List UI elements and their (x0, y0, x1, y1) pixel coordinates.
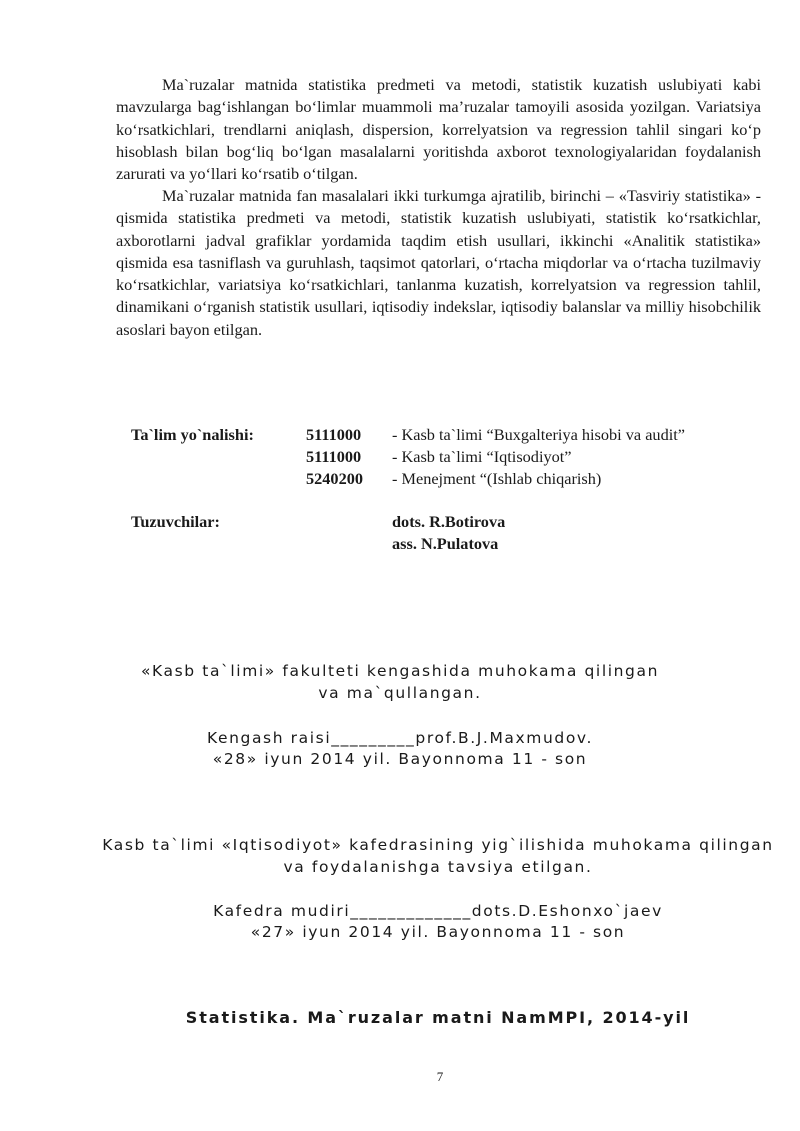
faculty-approval-line-2: va ma`qullangan. (318, 684, 482, 702)
author-name-2: ass. N.Pulatova (392, 534, 499, 553)
intro-paragraph-2 (116, 185, 761, 341)
intro-paragraph-2-text: Ma`ruzalar matnida fan masalalari ikki turkumga ajratilib, birinchi – «Tasviriy statistika» - qismida statistika predmeti va metodi, statistik kuzatish uslubiyati, statistik ko‘rsatkichlar, axborotlarni jadval grafiklar yordamida taqdim etish usullari, ikkinchi «Analitik statistika» qismida esa tasniflash va guruhlash, taqsimot qatorlari, o‘rtacha miqdorlar va o‘rtacha tuzilmaviy ko‘rsatkichlar, variatsiya ko‘rsatkichlari, tanlanma kuzatish, korrelyatsion va regression tahlil, dinamikani o‘rganish statistik usullari, iqtisodiy indekslar, iqtisodiy balanslar va milliy hisobchilik asoslari bayon etilgan. (116, 186, 761, 339)
intro-paragraph-1 (116, 74, 761, 185)
author-name-1: dots. R.Botirova (392, 512, 506, 531)
authors-label: Tuzuvchilar: (131, 512, 220, 531)
directions-label: Ta`lim yo`nalishi: (131, 425, 254, 444)
faculty-chair-signature: Kengash raisi_________prof.B.J.Maxmudov. (206, 729, 594, 747)
intro-paragraph-1-text: Ma`ruzalar matnida statistika predmeti va metodi, statistik kuzatish uslubiyati kabi mavzularga bag‘ishlangan bo‘limlar muammoli ma’ruzalar tamoyili asosida yozilgan. Variatsiya ko‘rsatkichlari, trendlarni aniqlash, dispersion, korrelyatsion va regression tahlil singari ko‘p hisoblash bilan bog‘liq bo‘lgan masalalarni yoritishda axborot texnologiyalaridan foydalanish zarurati va yo‘llari ko‘rsatib o‘tilgan. (116, 75, 761, 184)
department-approval-line-2: va foydalanishga tavsiya etilgan. (283, 858, 593, 876)
department-approval-date: «27» iyun 2014 yil. Bayonnoma 11 - son (250, 923, 626, 941)
page-number: 7 (436, 1069, 444, 1084)
footer-title: Statistika. Ma`ruzalar matni NamMPI, 2014-yil (185, 1008, 691, 1027)
faculty-approval-date: «28» iyun 2014 yil. Bayonnoma 11 - son (212, 750, 588, 768)
direction-name-3: - Menejment “(Ishlab chiqarish) (392, 469, 602, 488)
department-head-signature: Kafedra mudiri_____________dots.D.Eshonxo`jaev (213, 902, 663, 920)
faculty-approval-line-1: «Kasb ta`limi» fakulteti kengashida muhokama qilingan (140, 662, 660, 680)
direction-code-1: 5111000 (306, 425, 362, 444)
direction-code-3: 5240200 (306, 469, 363, 488)
direction-name-2: - Kasb ta`limi “Iqtisodiyot” (392, 447, 572, 466)
direction-name-1: - Kasb ta`limi “Buxgalteriya hisobi va audit” (392, 425, 685, 444)
direction-code-2: 5111000 (306, 447, 362, 466)
department-approval-line-1: Kasb ta`limi «Iqtisodiyot» kafedrasining yig`ilishida muhokama qilingan (102, 836, 774, 854)
